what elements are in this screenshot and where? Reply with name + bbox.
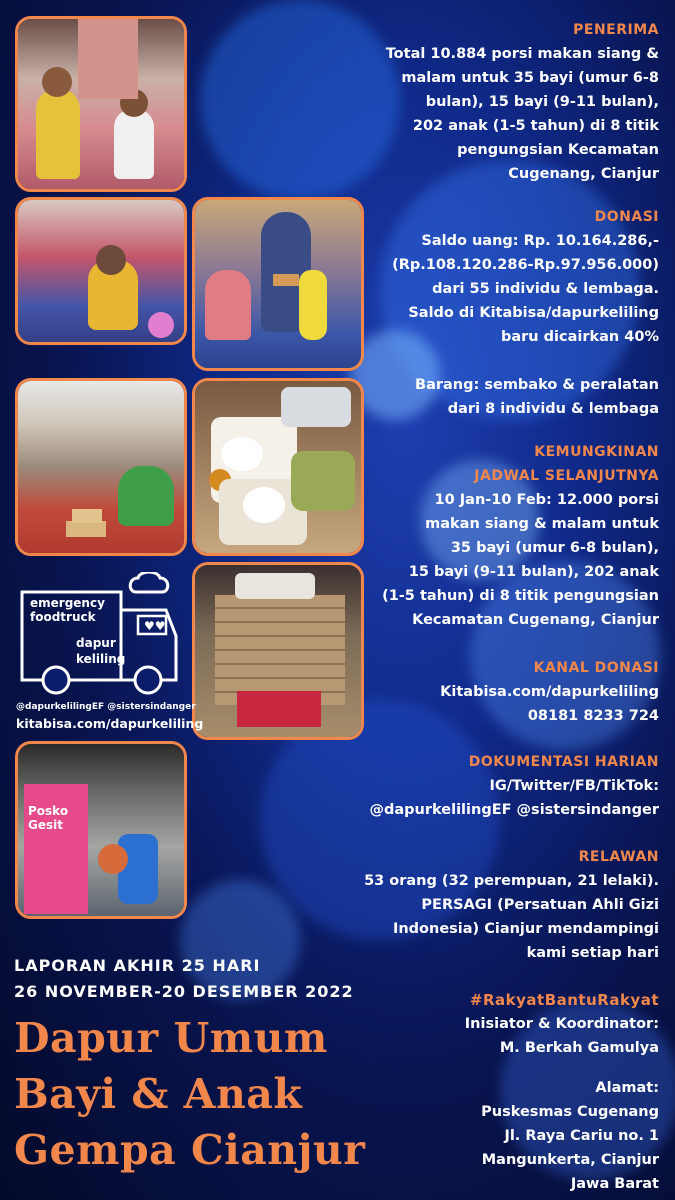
- logo-keliling: keliling: [76, 652, 126, 666]
- penerima-line: malam untuk 35 bayi (umur 6-8: [401, 70, 659, 86]
- heading-donasi: DONASI: [594, 209, 659, 225]
- kanal-link[interactable]: Kitabisa.com/dapurkeliling: [440, 684, 659, 700]
- donasi-line: dari 55 individu & lembaga.: [432, 281, 659, 297]
- title-line-1: Dapur Umum: [14, 1014, 328, 1062]
- dokumentasi-line: IG/Twitter/FB/TikTok:: [489, 778, 659, 794]
- logo-handles: @dapurkelilingEF @sistersindanger: [16, 702, 196, 712]
- alamat-line: Jawa Barat: [570, 1176, 659, 1192]
- alamat-line: Jl. Raya Cariu no. 1: [504, 1128, 659, 1144]
- jadwal-line: (1-5 tahun) di 8 titik pengungsian: [382, 588, 659, 604]
- donasi-line: Saldo di Kitabisa/dapurkeliling: [408, 305, 659, 321]
- relawan-line: kami setiap hari: [526, 945, 659, 961]
- penerima-line: bulan), 15 bayi (9-11 bulan),: [425, 94, 659, 110]
- penerima-line: 202 anak (1-5 tahun) di 8 titik: [412, 118, 659, 134]
- barang-line: Barang: sembako & peralatan: [415, 377, 659, 393]
- relawan-line: PERSAGI (Persatuan Ahli Gizi: [421, 897, 659, 913]
- inisiator-name: M. Berkah Gamulya: [499, 1040, 659, 1056]
- photo-stacked-boxes: [192, 562, 364, 740]
- logo-url[interactable]: kitabisa.com/dapurkeliling: [16, 716, 204, 731]
- section-hashtag: [465, 988, 659, 1060]
- photo-distribution-tent: [15, 197, 187, 345]
- heading-kemungkinan: KEMUNGKINAN: [534, 444, 659, 460]
- relawan-line: Indonesia) Cianjur mendampingi: [392, 921, 659, 937]
- kanal-phone: 08181 8233 724: [527, 708, 659, 724]
- posko-sign-text: Posko Gesit: [28, 804, 69, 832]
- logo-foodtruck: foodtruck: [30, 610, 96, 624]
- section-donasi: [392, 205, 659, 421]
- logo-dapur: dapur: [76, 636, 116, 650]
- jadwal-line: 10 Jan-10 Feb: 12.000 porsi: [434, 492, 659, 508]
- section-alamat: [481, 1076, 659, 1196]
- dokumentasi-handles: @dapurkelilingEF @sistersindanger: [369, 802, 659, 818]
- logo-emergency: emergency: [30, 596, 105, 610]
- jadwal-line: 35 bayi (umur 6-8 bulan),: [450, 540, 659, 556]
- alamat-line: Alamat:: [595, 1080, 659, 1096]
- donasi-line: baru dicairkan 40%: [500, 329, 659, 345]
- barang-line: dari 8 individu & lembaga: [447, 401, 659, 417]
- inisiator-label: Inisiator & Koordinator:: [464, 1016, 659, 1032]
- donasi-line: Saldo uang: Rp. 10.164.286,-: [421, 233, 659, 249]
- jadwal-line: 15 bayi (9-11 bulan), 202 anak: [408, 564, 659, 580]
- title-line-2: Bayi & Anak: [14, 1070, 303, 1118]
- jadwal-line: makan siang & malam untuk: [425, 516, 659, 532]
- alamat-line: Mangunkerta, Cianjur: [481, 1152, 659, 1168]
- title-line-3: Gempa Cianjur: [14, 1126, 366, 1174]
- report-line-1: LAPORAN AKHIR 25 HARI: [14, 956, 261, 975]
- photo-posko-gesit: [15, 741, 187, 919]
- alamat-line: Puskesmas Cugenang: [481, 1104, 659, 1120]
- heading-penerima: PENERIMA: [573, 22, 659, 38]
- photo-mother-child: [192, 197, 364, 371]
- hashtag: #RakyatBantuRakyat: [469, 991, 659, 1009]
- relawan-line: 53 orang (32 perempuan, 21 lelaki).: [364, 873, 659, 889]
- heading-jadwal: JADWAL SELANJUTNYA: [474, 468, 659, 484]
- photo-children-toys: [15, 16, 187, 192]
- svg-text:♥♥: ♥♥: [144, 619, 166, 633]
- heading-kanal: KANAL DONASI: [533, 660, 659, 676]
- heading-dokumentasi: DOKUMENTASI HARIAN: [468, 754, 659, 770]
- donasi-line: (Rp.108.120.286-Rp.97.956.000): [392, 257, 659, 273]
- report-line-2: 26 NOVEMBER-20 DESEMBER 2022: [14, 982, 354, 1001]
- penerima-line: Total 10.884 porsi makan siang &: [385, 46, 659, 62]
- section-kemungkinan: [382, 440, 659, 632]
- photo-meal-box: [192, 378, 364, 556]
- section-relawan: [364, 845, 659, 965]
- heading-relawan: RELAWAN: [578, 849, 659, 865]
- section-kanal-donasi: [440, 656, 659, 728]
- penerima-line: Cugenang, Cianjur: [508, 166, 659, 182]
- jadwal-line: Kecamatan Cugenang, Cianjur: [412, 612, 659, 628]
- section-dokumentasi: [370, 750, 659, 822]
- penerima-line: pengungsian Kecamatan: [457, 142, 659, 158]
- section-penerima: [386, 18, 659, 186]
- photo-refugee-tent: [15, 378, 187, 556]
